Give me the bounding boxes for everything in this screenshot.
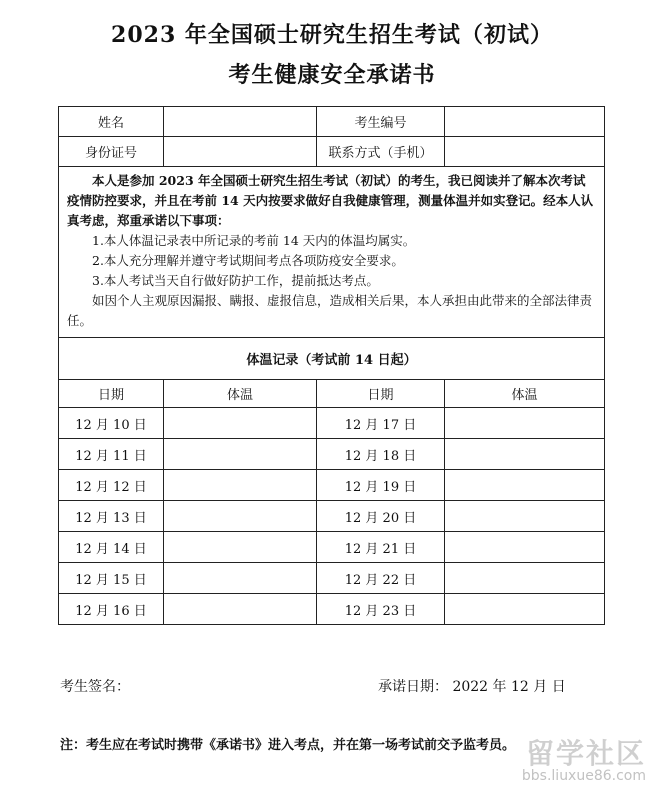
temp-field[interactable] [164,408,317,439]
temp-record-heading-row [59,338,605,380]
statement-item: 1.本人体温记录表中所记录的考前 14 天内的体温均属实。 [92,233,416,248]
temp-row [59,563,605,594]
exam-number-field[interactable] [445,107,605,137]
exam-number-label: 考生编号 [317,107,445,137]
temp-row [59,470,605,501]
statement-closing: 如因个人主观原因漏报、瞒报、虚报信息，造成相关后果，本人承担由此带来的全部法律责任。 [67,293,593,328]
temp-record-heading: 体温记录（考试前 14 日起） [59,338,605,380]
id-number-field[interactable] [164,137,317,167]
col-temp-left: 体温 [164,380,317,408]
date-cell: 12 月 17 日 [317,408,445,439]
watermark-logo-text: 留学社区 [525,737,646,770]
temp-field[interactable] [445,563,605,594]
date-cell: 12 月 12 日 [59,470,164,501]
temp-field[interactable] [164,470,317,501]
temp-row [59,594,605,625]
temp-field[interactable] [445,470,605,501]
temp-field[interactable] [164,501,317,532]
temp-field[interactable] [445,532,605,563]
date-cell: 12 月 14 日 [59,532,164,563]
document-title: 2023 年全国硕士研究生招生考试（初试） [111,22,553,48]
commitment-statement [59,167,605,338]
temp-row [59,439,605,470]
name-field[interactable] [164,107,317,137]
col-date-left: 日期 [59,380,164,408]
date-cell: 12 月 11 日 [59,439,164,470]
temp-field[interactable] [445,439,605,470]
date-cell: 12 月 18 日 [317,439,445,470]
info-row-name [59,107,605,137]
statement-item: 2.本人充分理解并遵守考试期间考点各项防疫安全要求。 [92,253,404,268]
promise-date: 承诺日期： 2022 年 12 月 日 [378,679,566,695]
statement-row [59,167,605,338]
commitment-form-table [58,106,605,625]
temp-field[interactable] [445,408,605,439]
footer-note: 注：考生应在考试时携带《承诺书》进入考点，并在第一场考试前交予监考员。 [60,738,516,753]
contact-field[interactable] [445,137,605,167]
date-cell: 12 月 23 日 [317,594,445,625]
col-temp-right: 体温 [445,380,605,408]
temp-field[interactable] [164,439,317,470]
date-cell: 12 月 22 日 [317,563,445,594]
temp-row [59,532,605,563]
date-cell: 12 月 21 日 [317,532,445,563]
temp-row [59,408,605,439]
document-subtitle: 考生健康安全承诺书 [228,62,436,88]
temp-header-row [59,380,605,408]
date-cell: 12 月 15 日 [59,563,164,594]
temp-field[interactable] [164,594,317,625]
signature-label: 考生签名： [60,679,130,695]
statement-item: 3.本人考试当天自行做好防护工作，提前抵达考点。 [92,273,379,288]
temp-field[interactable] [164,563,317,594]
temp-field[interactable] [445,501,605,532]
info-row-id [59,137,605,167]
contact-label: 联系方式（手机） [317,137,445,167]
date-cell: 12 月 16 日 [59,594,164,625]
col-date-right: 日期 [317,380,445,408]
watermark-logo [522,732,646,784]
statement-intro: 本人是参加 2023 年全国硕士研究生招生考试（初试）的考生，我已阅读并了解本次考试疫情防控要求，并且在考前 14 天内按要求做好自我健康管理，测量体温并如实登记。经本人认真考虑，郑重承诺以下事项： [67,173,594,228]
temp-field[interactable] [164,532,317,563]
id-number-label: 身份证号 [59,137,164,167]
name-label: 姓名 [59,107,164,137]
date-cell: 12 月 13 日 [59,501,164,532]
temp-field[interactable] [445,594,605,625]
temp-row [59,501,605,532]
date-cell: 12 月 20 日 [317,501,445,532]
watermark-url: bbs.liuxue86.com [521,768,646,784]
date-cell: 12 月 10 日 [59,408,164,439]
date-cell: 12 月 19 日 [317,470,445,501]
